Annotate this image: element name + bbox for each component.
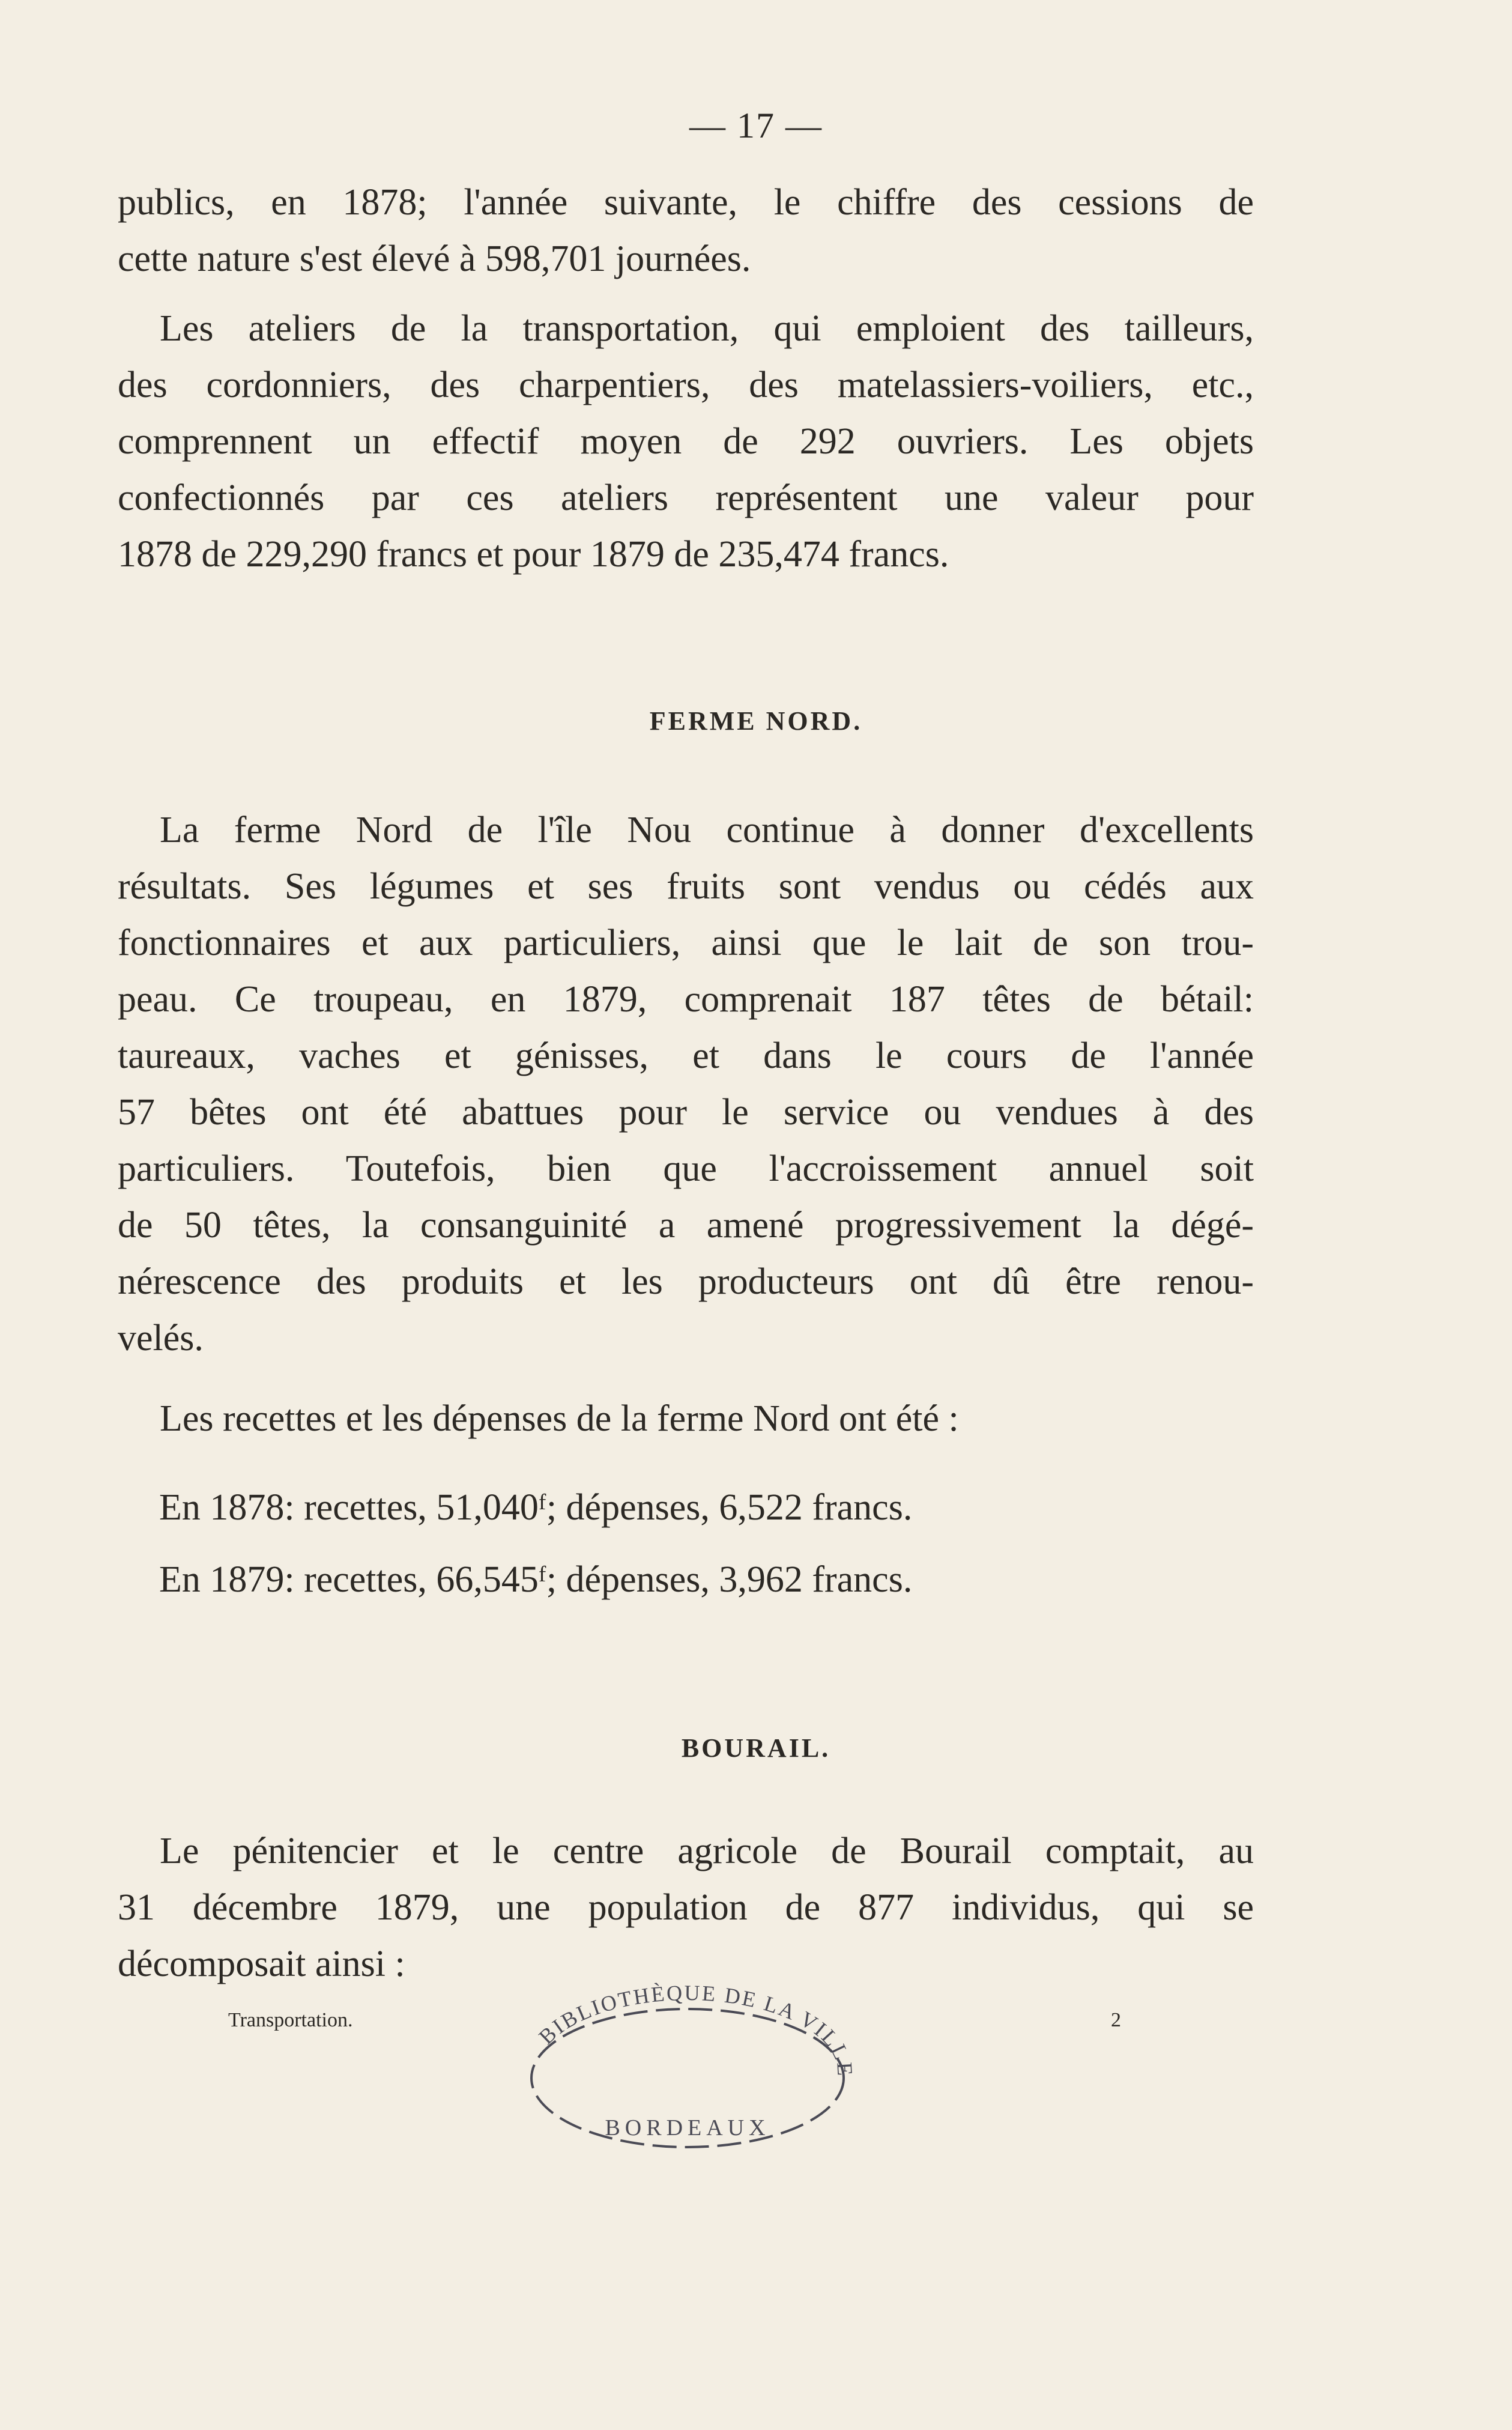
library-stamp	[501, 1982, 874, 2156]
text-line: résultats. Ses légumes et ses fruits sont vendus ou cédés aux	[118, 866, 1254, 907]
table-row-label: Transportation.	[228, 2009, 353, 2031]
text-line: confectionnés par ces ateliers représentent une valeur pour	[118, 477, 1254, 518]
paragraph-5	[118, 1823, 1254, 1992]
text-line: taureaux, vaches et génisses, et dans le cours de l'année	[118, 1035, 1254, 1076]
text-line: particuliers. Toutefois, bien que l'accroissement annuel soit	[118, 1148, 1254, 1189]
figures-1879: En 1879: recettes, 66,545ᶠ; dépenses, 3,962 francs.	[159, 1559, 913, 1600]
figures-1878: En 1878: recettes, 51,040ᶠ; dépenses, 6,522 francs.	[159, 1487, 913, 1528]
text-line: velés.	[118, 1318, 204, 1359]
text-line: Les ateliers de la transportation, qui emploient des tailleurs,	[160, 308, 1254, 349]
library-stamp-graphic	[501, 1982, 874, 2156]
text-line: Les recettes et les dépenses de la ferme Nord ont été :	[160, 1398, 959, 1439]
text-line: des cordonniers, des charpentiers, des matelassiers-voiliers, etc.,	[118, 365, 1254, 405]
text-line: Le pénitencier et le centre agricole de Bourail comptait, au	[160, 1831, 1254, 1871]
text-line: fonctionnaires et aux particuliers, ainsi que le lait de son trou-	[118, 923, 1254, 963]
text-line: nérescence des produits et les producteurs ont dû être renou-	[118, 1261, 1254, 1302]
text-line: décomposait ainsi :	[118, 1944, 405, 1984]
paragraph-2	[118, 300, 1254, 583]
text-line: de 50 têtes, la consanguinité a amené progressivement la dégé-	[118, 1205, 1254, 1246]
page-number: — 17 —	[689, 106, 823, 145]
svg-text:BIBLIOTHÈQUE DE LA VILLE: BIBLIOTHÈQUE DE LA VILLE	[534, 1982, 857, 2078]
text-line: publics, en 1878; l'année suivante, le chiffre des cessions de	[118, 182, 1254, 223]
text-line: comprennent un effectif moyen de 292 ouvriers. Les objets	[118, 421, 1254, 462]
paragraph-1	[118, 174, 1254, 287]
section-heading-bourail: BOURAIL.	[681, 1733, 831, 1763]
text-line: 1878 de 229,290 francs et pour 1879 de 235,474 francs.	[118, 534, 949, 575]
svg-text:BORDEAUX: BORDEAUX	[605, 2115, 770, 2141]
text-line: 57 bêtes ont été abattues pour le service ou vendues à des	[118, 1092, 1254, 1133]
paragraph-3	[118, 802, 1254, 1366]
text-line: La ferme Nord de l'île Nou continue à donner d'excellents	[160, 810, 1254, 850]
text-line: cette nature s'est élevé à 598,701 journées.	[118, 238, 751, 279]
section-heading-ferme-nord: FERME NORD.	[649, 706, 863, 736]
text-line: peau. Ce troupeau, en 1879, comprenait 187 têtes de bétail:	[118, 979, 1254, 1020]
paragraph-4	[118, 1390, 1254, 1447]
text-line: 31 décembre 1879, une population de 877 individus, qui se	[118, 1887, 1254, 1928]
table-row-value: 2	[1111, 2009, 1121, 2031]
